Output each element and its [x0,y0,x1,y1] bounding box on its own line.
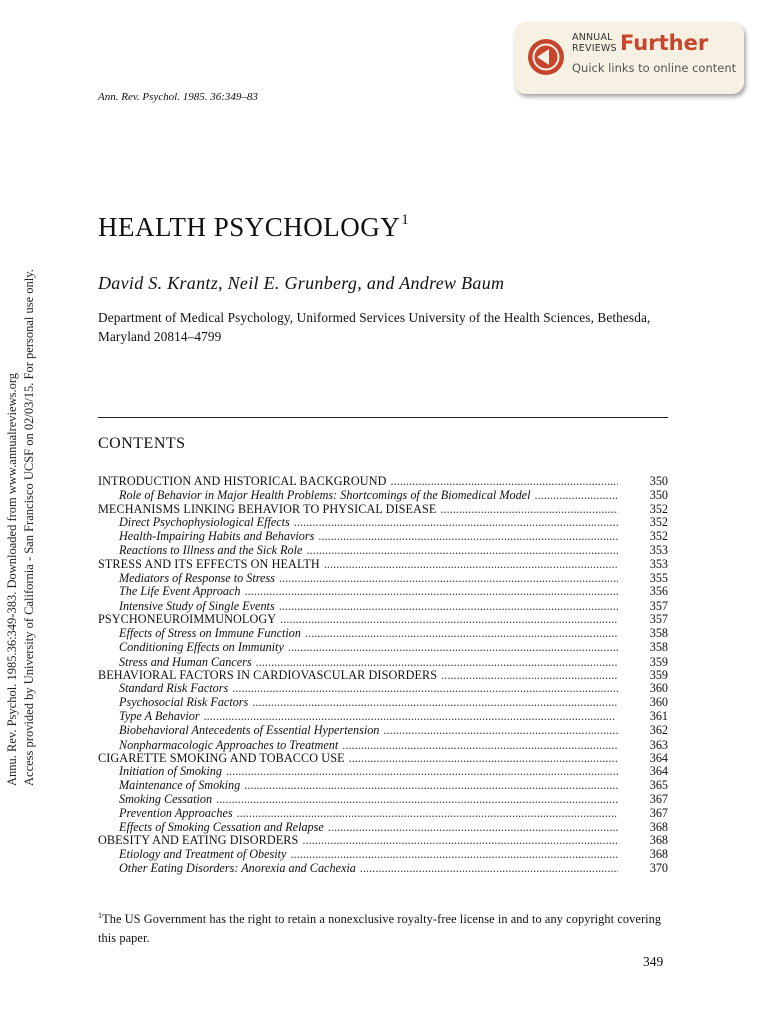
toc-entry-page: 368 [649,819,668,834]
toc-entry-label: OBESITY AND EATING DISORDERS [98,833,299,848]
toc-entry-label: Other Eating Disorders: Anorexia and Cachexia [119,860,356,875]
toc-entry-label: Conditioning Effects on Immunity [119,639,284,654]
toc-entry-label: Standard Risk Factors [119,681,229,696]
toc-dot-leader [294,516,618,530]
toc-dot-leader [306,544,618,558]
toc-entry-label: Effects of Stress on Immune Function [119,625,301,640]
toc-subsection-entry [98,654,668,669]
toc-subsection-entry [98,862,668,876]
toc-subsection-entry [98,627,668,641]
toc-dot-leader [360,862,618,876]
toc-entry-page: 361 [649,708,668,723]
affiliation: Department of Medical Psychology, Uniformed Services University of the Health Sciences, Bethesda, Maryland 20814–4799 [98,310,651,344]
journal-reference: Ann. Rev. Psychol. 1985. 36:349–83 [98,91,258,103]
download-notice-text [4,269,38,786]
toc-entry-page: 360 [649,681,668,696]
toc-subsection-entry [98,585,668,599]
toc-entry-page: 352 [649,529,668,544]
toc-subsection-entry [98,696,668,710]
toc-dot-leader [288,641,618,655]
footnote [98,906,670,948]
toc-entry-page: 363 [649,737,668,752]
toc-section-entry [98,834,668,848]
toc-entry-label: Biobehavioral Antecedents of Essential Hypertension [119,722,380,737]
toc-entry-page: 362 [649,722,668,737]
toc-entry-page: 367 [649,805,668,820]
toc-entry-page: 368 [649,847,668,862]
toc-subsection-entry [98,737,668,752]
toc-entry-label: BEHAVIORAL FACTORS IN CARDIOVASCULAR DISORDERS [98,667,438,682]
annual-reviews-arrow-logo-icon [526,37,566,77]
toc-entry-label: Etiology and Treatment of Obesity [119,847,287,862]
page-number: 349 [643,954,664,969]
toc-entry-page: 355 [649,570,668,585]
authors: David S. Krantz, Neil E. Grunberg, and Andrew Baum [98,273,505,293]
toc-entry-label: Direct Psychophysiological Effects [119,515,290,530]
toc-dot-leader [383,724,618,738]
toc-entry-label: CIGARETTE SMOKING AND TOBACCO USE [98,750,345,765]
toc-entry-page: 357 [649,612,668,627]
section-divider [98,417,668,418]
toc-dot-leader [534,489,618,503]
toc-entry-label: Psychosocial Risk Factors [119,695,249,710]
toc-entry-label: Mediators of Response to Stress [119,570,275,585]
toc-section-entry [98,752,668,766]
toc-entry-label: Smoking Cessation [119,791,213,806]
toc-entry-label: Type A Behavior [119,708,200,723]
badge-quick-links-text: Quick links to online content [572,61,737,75]
toc-entry-page: 352 [649,501,668,516]
toc-dot-leader [279,601,618,611]
toc-entry-page: 353 [649,556,668,571]
toc-subsection-entry [98,516,668,530]
toc-subsection-entry [98,821,668,835]
toc-section-entry [98,558,668,572]
toc-dot-leader [237,807,618,821]
toc-dot-leader [318,530,618,544]
toc-entry-page: 359 [649,654,668,669]
download-notice-line-2: Access provided by University of California - San Francisco UCSF on 02/03/15. For personal use only. [22,269,36,786]
footnote-mark: 1 [98,911,103,920]
toc-entry-page: 360 [649,695,668,710]
toc-subsection-entry [98,848,668,862]
toc-dot-leader [204,710,618,724]
toc-subsection-entry [98,544,668,558]
toc-subsection-entry [98,641,668,655]
toc-entry-label: Intensive Study of Single Events [119,599,275,614]
toc-entry-label: Maintenance of Smoking [119,778,241,793]
toc-entry-label: MECHANISMS LINKING BEHAVIOR TO PHYSICAL DISEASE [98,501,437,516]
toc-subsection-entry [98,765,668,779]
toc-section-entry [98,613,668,627]
toc-entry-label: The Life Event Approach [119,584,241,599]
badge-annual-text: ANNUAL [572,32,613,43]
toc-subsection-entry [98,599,668,614]
toc-entry-label: Initiation of Smoking [119,764,222,779]
toc-entry-label: Effects of Smoking Cessation and Relapse [119,819,324,834]
toc-subsection-entry [98,710,668,724]
toc-entry-page: 364 [649,750,668,765]
toc-entry-page: 364 [649,764,668,779]
toc-entry-page: 358 [649,625,668,640]
toc-entry-page: 367 [649,791,668,806]
toc-dot-leader [280,613,618,627]
table-of-contents [98,475,668,876]
toc-dot-leader [245,585,618,599]
toc-dot-leader [328,821,618,835]
toc-dot-leader [324,558,618,572]
toc-entry-label: Nonpharmacologic Approaches to Treatment [119,737,339,752]
toc-entry-page: 358 [649,639,668,654]
toc-entry-page: 350 [649,474,668,488]
toc-entry-page: 365 [649,778,668,793]
badge-reviews-text: REVIEWS [572,43,617,54]
toc-dot-leader [440,503,618,517]
toc-entry-label: Stress and Human Cancers [119,654,252,669]
paper-title [98,200,409,247]
toc-entry-page: 357 [649,599,668,614]
toc-section-entry [98,503,668,517]
badge-further-text: Further [620,31,709,55]
toc-dot-leader [290,848,618,862]
toc-dot-leader [244,779,618,793]
toc-dot-leader [232,682,618,696]
toc-dot-leader [342,740,618,750]
toc-dot-leader [305,627,618,641]
toc-entry-label: PSYCHONEUROIMMUNOLOGY [98,612,277,627]
toc-entry-label: Prevention Approaches [119,805,233,820]
toc-subsection-entry [98,572,668,586]
toc-dot-leader [391,475,618,489]
toc-entry-page: 352 [649,515,668,530]
toc-dot-leader [216,793,618,807]
toc-entry-label: STRESS AND ITS EFFECTS ON HEALTH [98,556,320,571]
toc-entry-page: 368 [649,833,668,848]
toc-entry-page: 353 [649,542,668,557]
toc-entry-label: INTRODUCTION AND HISTORICAL BACKGROUND [98,474,387,488]
toc-dot-leader [279,572,618,586]
toc-entry-page: 359 [649,667,668,682]
toc-dot-leader [252,696,618,710]
annual-reviews-further-badge[interactable] [514,22,744,94]
toc-subsection-entry [98,793,668,807]
toc-entry-page: 350 [649,487,668,502]
download-notice [4,0,38,1024]
toc-dot-leader [256,657,618,667]
toc-dot-leader [226,765,618,779]
toc-subsection-entry [98,530,668,544]
footnote-text: The US Government has the right to retain a nonexclusive royalty-free license in and to any copyright covering this paper. [98,912,662,945]
toc-section-entry [98,669,668,683]
toc-entry-label: Role of Behavior in Major Health Problems: Shortcomings of the Biomedical Model [119,487,531,502]
toc-subsection-entry [98,724,668,738]
toc-subsection-entry [98,779,668,793]
toc-subsection-entry [98,682,668,696]
toc-dot-leader [441,669,618,683]
title-footnote-mark: 1 [401,212,410,228]
toc-dot-leader [302,834,618,848]
toc-section-entry [98,475,668,489]
toc-entry-page: 370 [649,860,668,875]
toc-entry-label: Reactions to Illness and the Sick Role [119,542,303,557]
toc-entry-label: Health-Impairing Habits and Behaviors [119,529,315,544]
download-notice-line-1: Annu. Rev. Psychol. 1985.36:349-383. Downloaded from www.annualreviews.org [5,372,19,786]
contents-heading: CONTENTS [98,435,186,452]
toc-entry-page: 356 [649,584,668,599]
toc-subsection-entry [98,807,668,821]
toc-subsection-entry [98,489,668,503]
paper-title-text: HEALTH PSYCHOLOGY [98,212,401,242]
toc-dot-leader [349,752,618,766]
